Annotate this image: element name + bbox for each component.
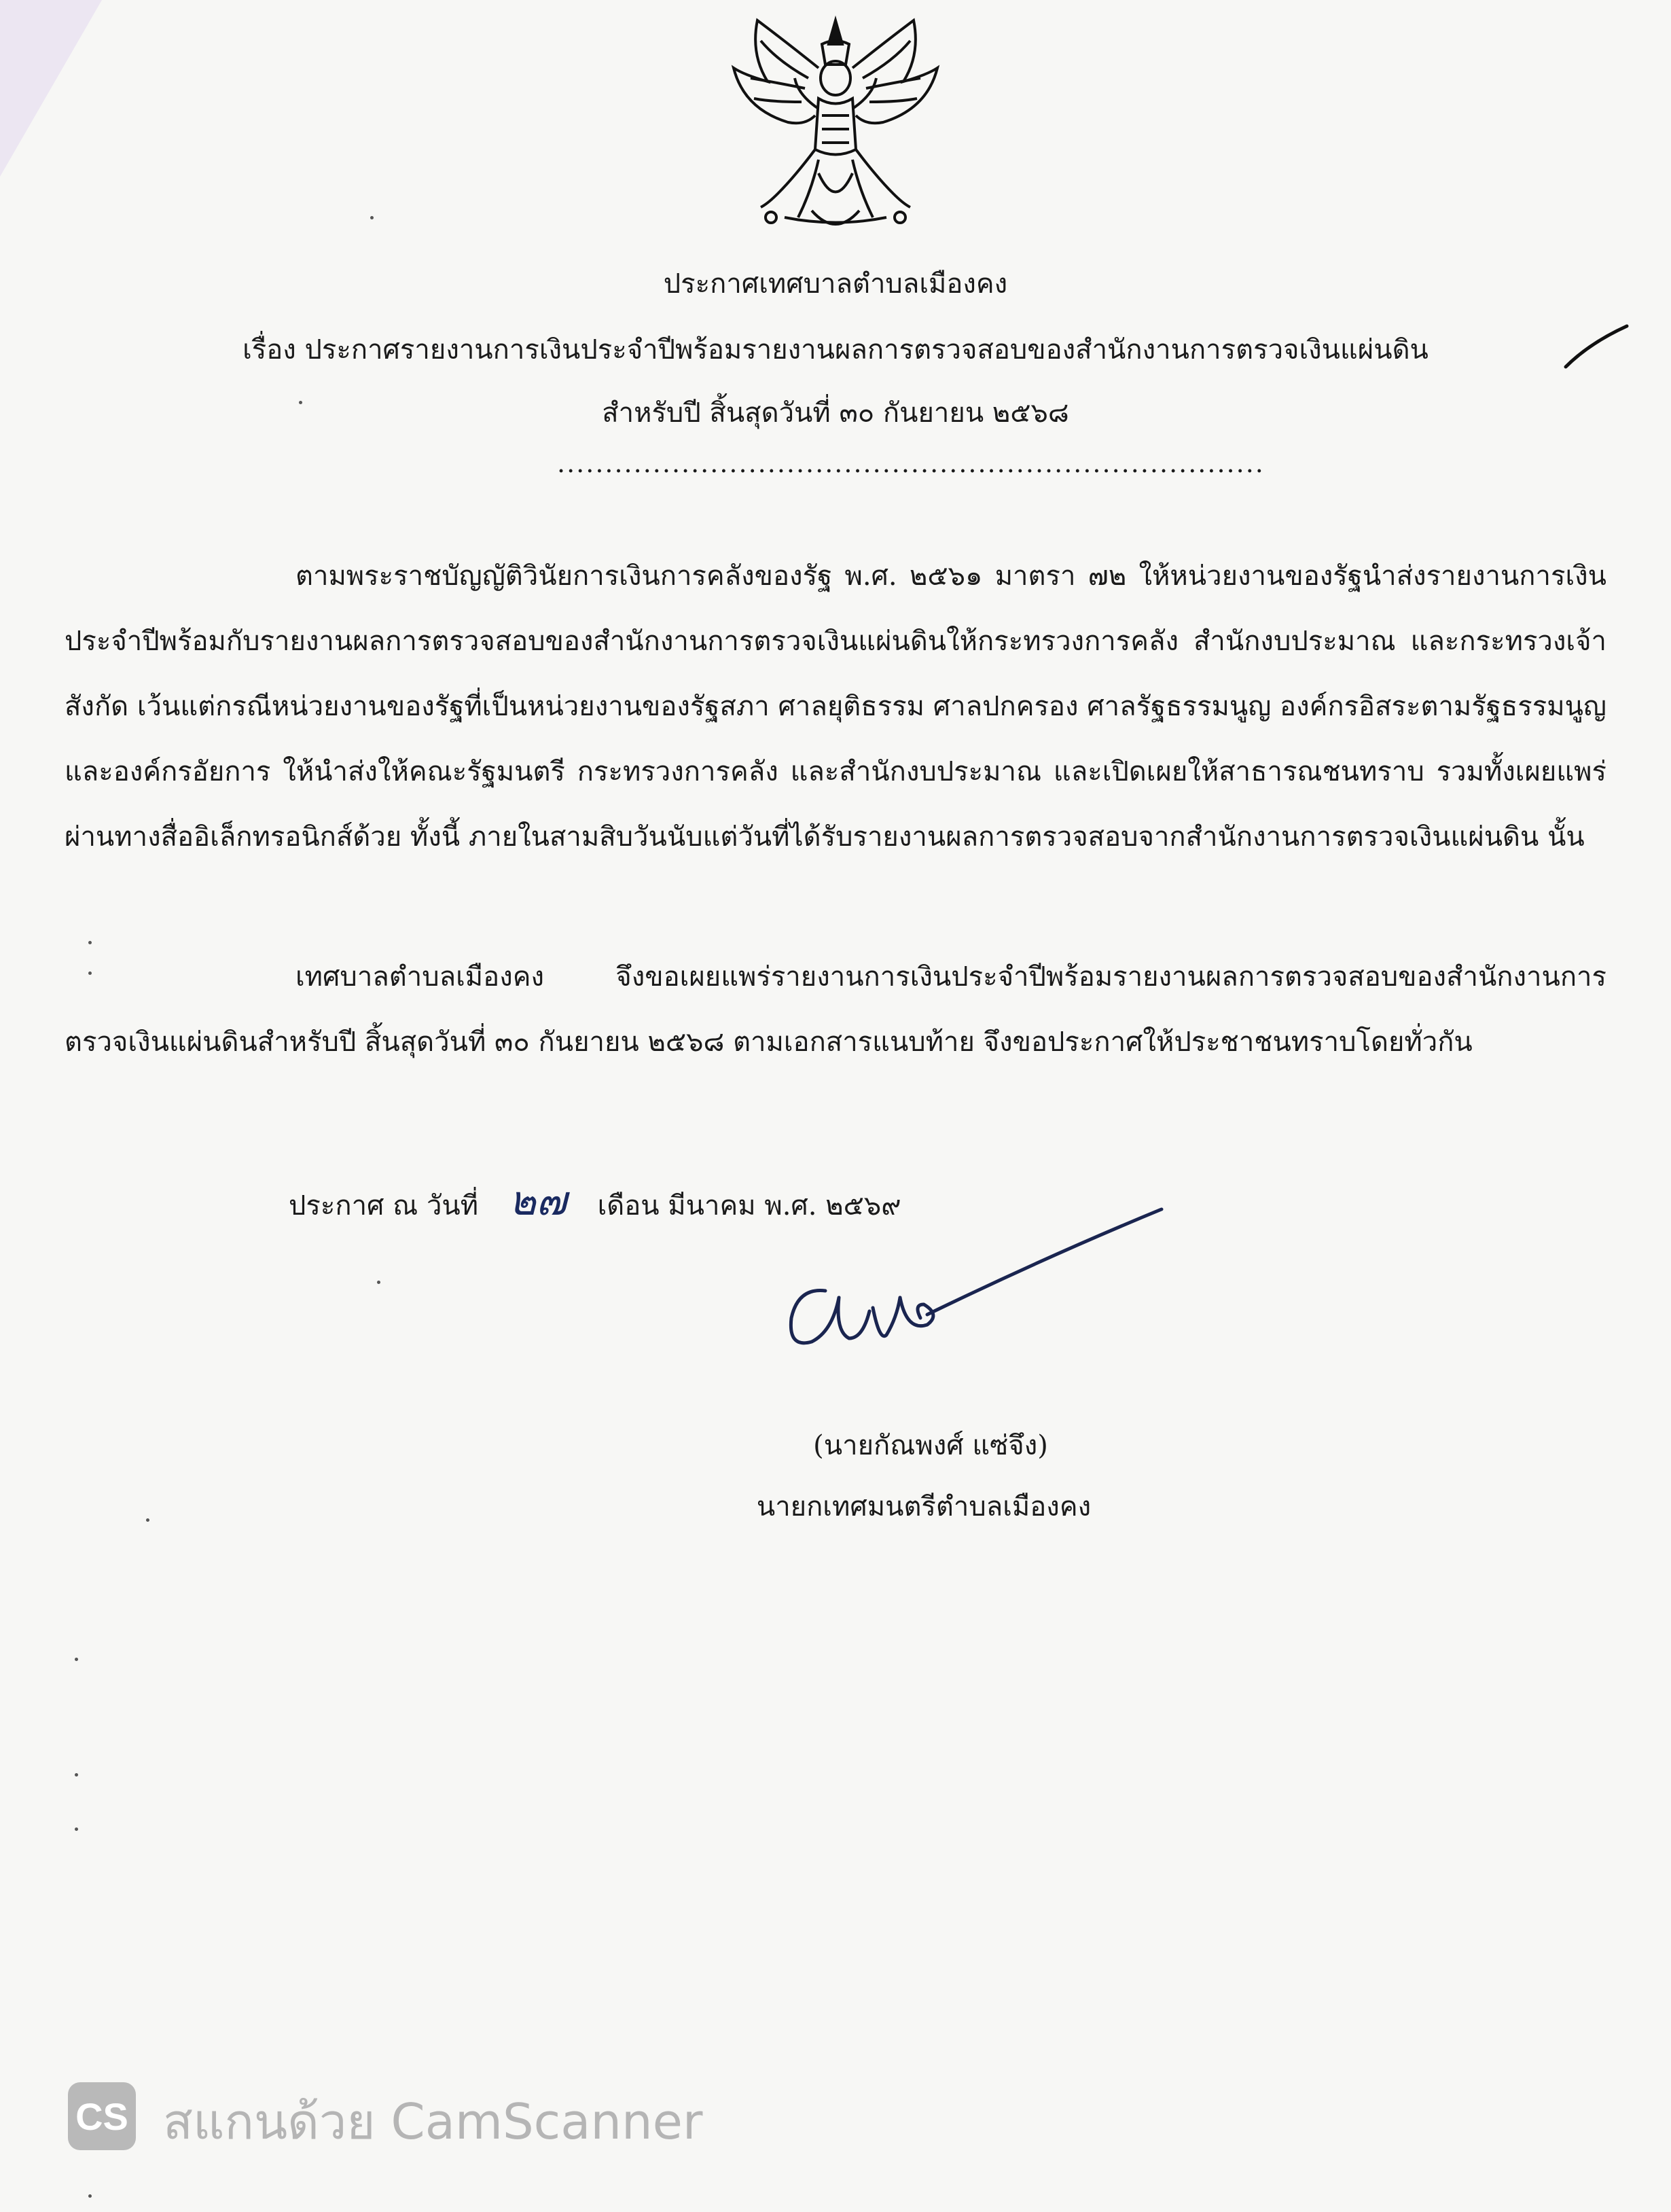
date-day-handwritten: ๒๗	[509, 1177, 567, 1225]
body-paragraph-1: ตามพระราชบัญญัติวินัยการเงินการคลังของรัฐ พ.ศ. ๒๕๖๑ มาตรา ๗๒ ให้หน่วยงานของรัฐนำส่งรายงานการเงินประจำปีพร้อมกับรายงานผลการตรวจสอบของสำนักงานการตรวจเงินแผ่นดินให้กระทรวงการคลัง สำนักงบประมาณ และกระทรวงเจ้าสังกัด เว้นแต่กรณีหน่วยงานของรัฐที่เป็นหน่วยงานของรัฐสภา ศาลยุติธรรม ศาลปกครอง ศาลรัฐธรรมนูญ องค์กรอิสระตามรัฐธรรมนูญ และองค์กรอัยการ ให้นำส่งให้คณะรัฐมนตรี กระทรวงการคลัง และสำนักงบประมาณ และเปิดเผยให้สาธารณชนทราบ รวมทั้งเผยแพร่ผ่านทางสื่ออิเล็กทรอนิกส์ด้วย ทั้งนี้ ภายในสามสิบวันนับแต่วันที่ได้รับรายงานผลการตรวจสอบจากสำนักงานการตรวจเงินแผ่นดิน นั้น	[65, 560, 1606, 853]
garuda-emblem-icon	[730, 14, 941, 238]
camscanner-watermark: สแกนด้วย CamScanner	[163, 2093, 703, 2150]
document-period: สำหรับปี สิ้นสุดวันที่ ๓๐ กันยายน ๒๕๖๘	[602, 397, 1069, 429]
camscanner-logo: CS	[68, 2082, 136, 2150]
separator-line: ..........................................................................	[557, 448, 1265, 478]
scan-speck	[299, 401, 302, 404]
scan-speck	[88, 971, 92, 975]
page-corner-shadow	[0, 0, 102, 177]
document-title: ประกาศเทศบาลตำบลเมืองคง	[663, 268, 1008, 300]
scan-speck	[88, 2194, 92, 2198]
signer-position: นายกเทศมนตรีตำบลเมืองคง	[756, 1491, 1092, 1522]
date-suffix: เดือน มีนาคม พ.ศ. ๒๕๖๙	[597, 1190, 901, 1221]
signer-name: (นายกัณพงศ์ แซ่จึง)	[813, 1430, 1048, 1461]
scan-speck	[377, 1281, 380, 1284]
check-mark-icon	[1562, 319, 1630, 374]
date-prefix: ประกาศ ณ วันที่	[289, 1190, 479, 1221]
document-subject: เรื่อง ประกาศรายงานการเงินประจำปีพร้อมรายงานผลการตรวจสอบของสำนักงานการตรวจเงินแผ่นดิน	[242, 334, 1429, 365]
scan-speck	[370, 216, 374, 219]
scan-speck	[75, 1773, 78, 1777]
scan-speck	[146, 1518, 149, 1522]
scan-speck	[75, 1827, 78, 1831]
body-paragraph-2: เทศบาลตำบลเมืองคง จึงขอเผยแพร่รายงานการเงินประจำปีพร้อมรายงานผลการตรวจสอบของสำนักงานการตรวจเงินแผ่นดินสำหรับปี สิ้นสุดวันที่ ๓๐ กันยายน ๒๕๖๘ ตามเอกสารแนบท้าย จึงขอประกาศให้ประชาชนทราบโดยทั่วกัน	[65, 961, 1606, 1058]
scan-speck	[88, 941, 92, 944]
scan-speck	[75, 1658, 78, 1661]
handwritten-signature-icon	[761, 1196, 1236, 1393]
